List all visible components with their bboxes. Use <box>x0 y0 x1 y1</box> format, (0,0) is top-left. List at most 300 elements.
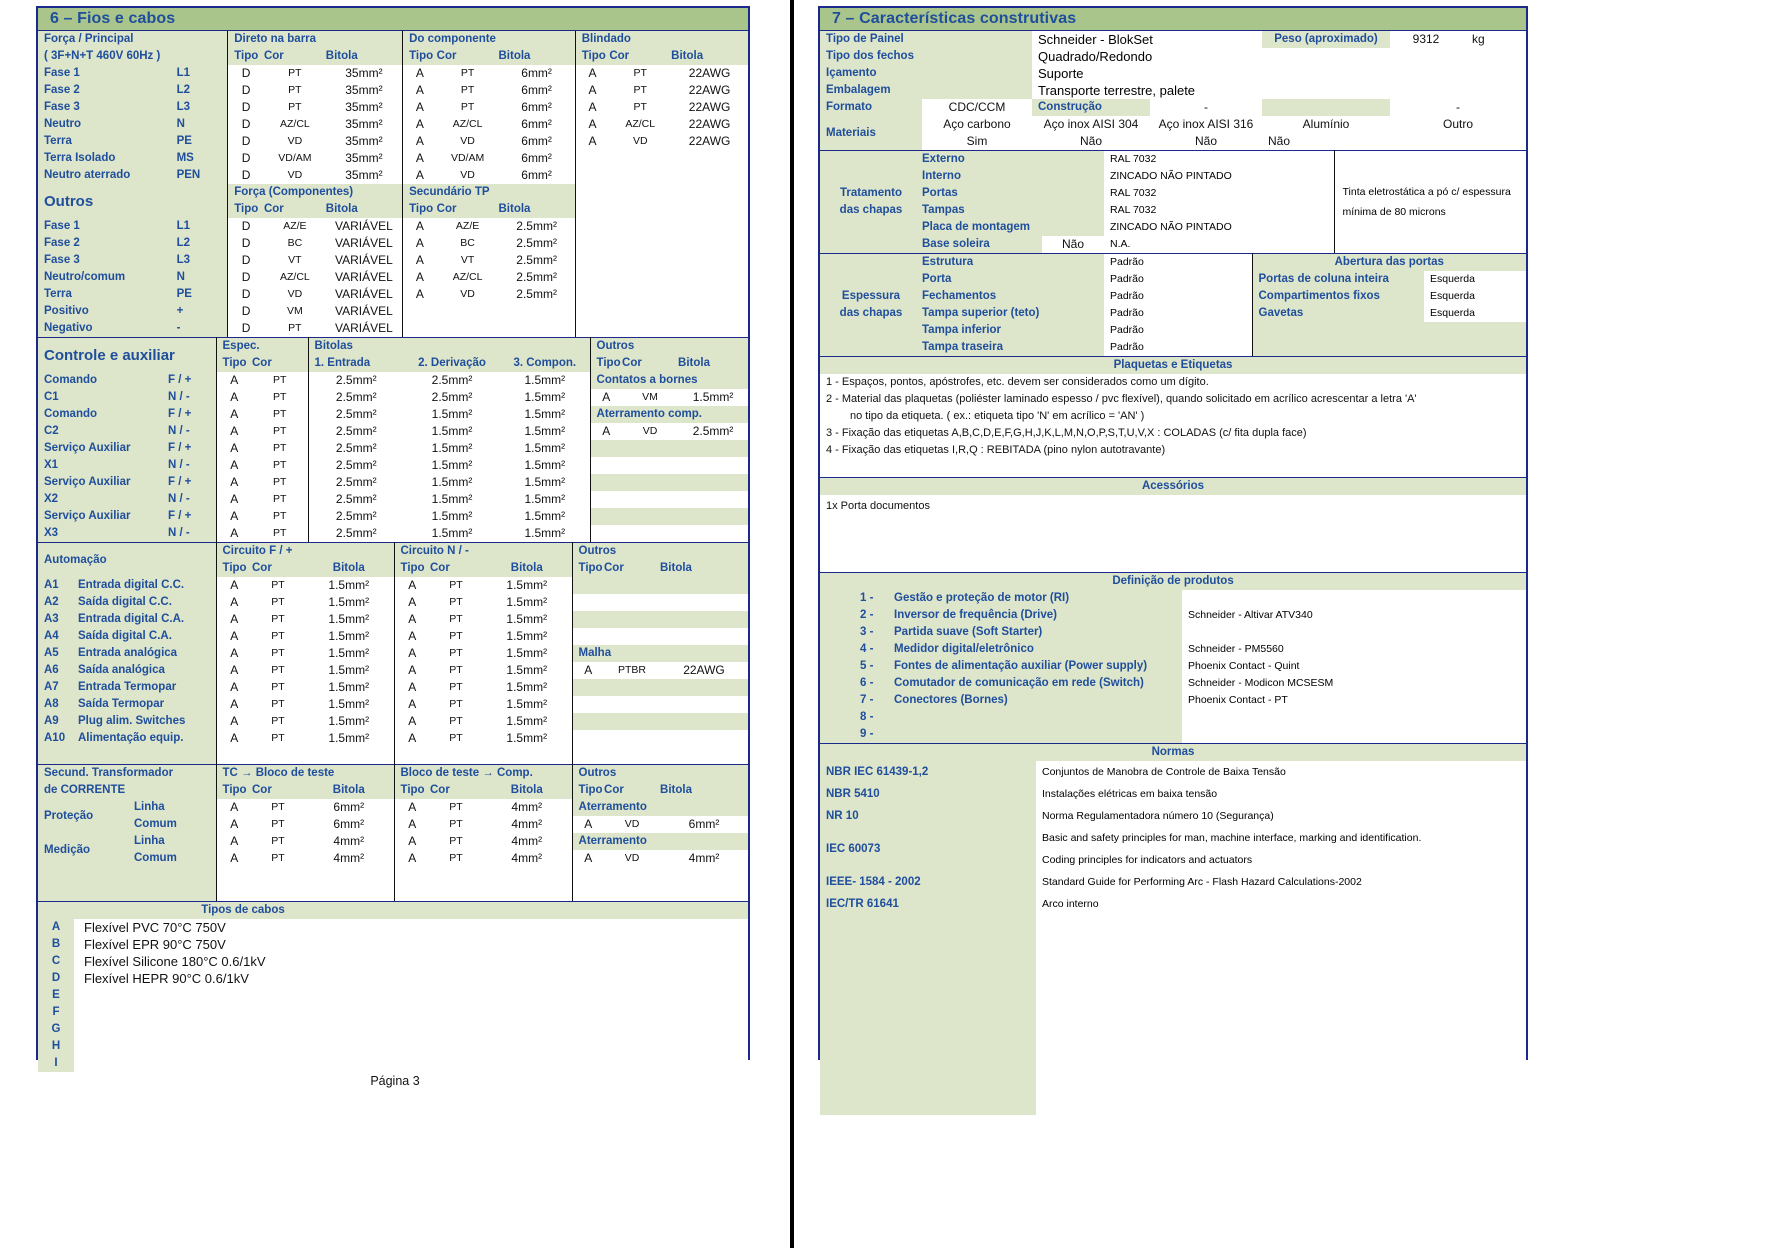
cell-tipo: A <box>216 372 252 389</box>
cell-cor: PT <box>264 99 326 116</box>
row-name: Neutro aterrado <box>38 167 177 184</box>
cell-cor: VD/AM <box>264 150 326 167</box>
cell-tipo: A <box>403 167 437 184</box>
cell-empty <box>590 525 748 542</box>
cell-bitola: VARIÁVEL <box>326 320 403 337</box>
cell-empty <box>820 219 922 236</box>
cell-empty <box>590 491 748 508</box>
row-tag: N <box>177 269 228 286</box>
cell-cor: PT <box>252 679 304 696</box>
group-secundario-tp: Secundário TP <box>403 184 576 201</box>
cell-tipo: D <box>228 150 264 167</box>
controle-group-header-row <box>38 338 748 356</box>
hdr-cor: Cor <box>430 782 482 799</box>
forca-group-header-row <box>38 31 748 48</box>
table-row <box>820 254 1526 272</box>
unit-peso: kg <box>1462 31 1526 48</box>
norma-code: NBR IEC 61439-1,2 <box>820 761 1036 783</box>
cell-compon: 1.5mm² <box>500 457 590 474</box>
cell-bitola: 4mm² <box>482 799 572 816</box>
cell-empty <box>575 269 748 286</box>
controle-auxiliar-table <box>38 337 748 542</box>
row-name: Saída digital C.C. <box>78 594 216 611</box>
row-tag: N / - <box>168 491 216 508</box>
cell-cor: AZ/E <box>264 218 326 235</box>
list-item <box>820 425 1526 442</box>
cell-bitola: 2.5mm² <box>498 235 575 252</box>
table-row <box>820 99 1526 116</box>
norma-desc: Instalações elétricas em baixa tensão <box>1036 783 1526 805</box>
table-row <box>38 662 748 679</box>
cell-cor: PT <box>609 82 671 99</box>
cell-tipo: A <box>575 99 609 116</box>
material-val-0: Sim <box>922 133 1032 150</box>
hdr-derivacao: 2. Derivação <box>404 355 500 372</box>
cell-cor: PT <box>264 320 326 337</box>
cell-cor: VM <box>264 303 326 320</box>
table-row <box>820 827 1526 849</box>
cell-cor: PT <box>430 577 482 594</box>
table-row <box>820 783 1526 805</box>
hdr-tipo-a: Tipo <box>228 48 264 65</box>
cell-empty <box>820 641 860 658</box>
produto-num: 4 - <box>860 641 894 658</box>
hdr-bitola-o: Bitola <box>678 355 748 372</box>
automacao-group-header-row <box>38 543 748 561</box>
table-row <box>38 269 748 286</box>
hdr-bitola: Bitola <box>304 782 394 799</box>
spacer <box>575 201 748 218</box>
cell-cor: PT <box>252 611 304 628</box>
cell-tipo: A <box>216 423 252 440</box>
hdr-bitola: Bitola <box>482 560 572 577</box>
cell-empty <box>820 692 860 709</box>
cell-empty <box>820 726 860 743</box>
list-item <box>38 1038 748 1055</box>
page-3 <box>0 0 790 1248</box>
list-item <box>38 987 748 1004</box>
cable-desc: Flexível HEPR 90°C 0.6/1kV <box>74 970 748 987</box>
hdr-bitola: Bitola <box>482 782 572 799</box>
cell-tipo: A <box>216 799 252 816</box>
table-row <box>820 288 1526 305</box>
produto-name: Fontes de alimentação auxiliar (Power supply) <box>894 658 1182 675</box>
cell-empty <box>394 747 572 764</box>
forca-label-1: Força / Principal <box>38 31 228 48</box>
tratamento-note-cell <box>1334 151 1526 254</box>
abertura-name: Compartimentos fixos <box>1252 288 1424 305</box>
cell-derivacao: 1.5mm² <box>404 423 500 440</box>
plaquetas-title: Plaquetas e Etiquetas <box>820 357 1526 375</box>
spacer <box>177 201 228 218</box>
cable-letter: I <box>38 1055 74 1072</box>
cell-compon: 1.5mm² <box>500 491 590 508</box>
cell-bitola: 4mm² <box>304 833 394 850</box>
row-tag: F / + <box>168 406 216 423</box>
cell-tipo: A <box>216 679 252 696</box>
norma-code: IEEE- 1584 - 2002 <box>820 871 1036 893</box>
row-name: Saída digital C.A. <box>78 628 216 645</box>
cell-tipo: A <box>216 594 252 611</box>
hdr-cor-a: Cor <box>264 48 326 65</box>
cell-empty <box>590 474 748 491</box>
cell-tipo: A <box>216 611 252 628</box>
group-outros: Outros <box>572 765 748 783</box>
row-name: Fase 1 <box>38 218 177 235</box>
hdr-compon: 3. Compon. <box>500 355 590 372</box>
produto-modelo <box>1182 709 1526 726</box>
hdr-tipo: Tipo <box>216 782 252 799</box>
list-item <box>820 391 1526 408</box>
acessorios-title: Acessórios <box>820 478 1526 496</box>
definicao-produtos-table <box>820 572 1526 743</box>
acessorios-table <box>820 477 1526 572</box>
table-row <box>38 372 748 389</box>
cell-empty <box>575 218 748 235</box>
cell-compon: 1.5mm² <box>500 474 590 491</box>
cell-tipo: A <box>216 850 252 867</box>
cell-cor: AZ/E <box>437 218 499 235</box>
espessura-value: Padrão <box>1104 271 1252 288</box>
row-tag: + <box>177 303 228 320</box>
hdr-bitola-a: Bitola <box>326 48 403 65</box>
produto-name: Partida suave (Soft Starter) <box>894 624 1182 641</box>
cell-cor: PT <box>252 423 308 440</box>
cell-tipo: A <box>394 645 430 662</box>
norma-code: IEC 60073 <box>820 827 1036 871</box>
produto-num: 5 - <box>860 658 894 675</box>
cell-bitola: 22AWG <box>671 99 748 116</box>
cell-bitola: 1.5mm² <box>304 730 394 747</box>
cell-tipo: A <box>394 662 430 679</box>
tipos-cabos-title-row <box>38 902 748 920</box>
outros-label: Outros <box>38 184 177 218</box>
cell-cor: PT <box>252 577 304 594</box>
table-row <box>820 322 1526 339</box>
plaquetas-table <box>820 356 1526 477</box>
definicao-title: Definição de produtos <box>820 573 1526 591</box>
produto-num: 6 - <box>860 675 894 692</box>
cable-letter: B <box>38 936 74 953</box>
table-row <box>38 577 748 594</box>
cable-letter: A <box>38 919 74 936</box>
produto-modelo: Schneider - Modicon MCSESM <box>1182 675 1526 692</box>
material-col-4: Outro <box>1390 116 1526 133</box>
hdr-tipo: Tipo <box>216 355 252 372</box>
cell-tipo: A <box>394 696 430 713</box>
row-name: Plug alim. Switches <box>78 713 216 730</box>
cell-empty <box>38 747 216 764</box>
cell-cor: PT <box>252 850 304 867</box>
label-tipo-fechos: Tipo dos fechos <box>820 48 1032 65</box>
cell-tipo: A <box>575 65 609 82</box>
row-tag: MS <box>177 150 228 167</box>
table-row <box>38 679 748 696</box>
tc-group-header-row <box>38 765 748 783</box>
cell-empty <box>609 167 671 184</box>
cell-tipo: D <box>228 320 264 337</box>
cell-empty <box>590 457 748 474</box>
cell-bitola: 1.5mm² <box>304 696 394 713</box>
cell-cor: PT <box>252 816 304 833</box>
label-espessura-1: Espessura <box>820 288 922 305</box>
cell-tipo: A <box>216 628 252 645</box>
row-group-protecao: Proteção <box>38 799 120 833</box>
cell-tipo: A <box>394 730 430 747</box>
hdr-cor-o: Cor <box>622 355 678 372</box>
cell-cor: PT <box>437 65 499 82</box>
row-name: Serviço Auxiliar <box>38 440 168 457</box>
cell-empty <box>216 747 394 764</box>
cell-cor: PT <box>252 491 308 508</box>
cell-bitola: VARIÁVEL <box>326 235 403 252</box>
row-tag: N / - <box>168 525 216 542</box>
cell-empty <box>590 440 748 457</box>
cell-empty <box>575 286 748 303</box>
table-row <box>820 805 1526 827</box>
cell-empty <box>820 658 860 675</box>
cell-tipo: A <box>394 816 430 833</box>
cell-tipo: D <box>228 65 264 82</box>
tc-col-header-row <box>38 782 748 799</box>
cell-derivacao: 1.5mm² <box>404 406 500 423</box>
table-row <box>38 696 748 713</box>
cell-bitola: 6mm² <box>498 82 575 99</box>
cell-empty <box>403 320 437 337</box>
produto-modelo: Phoenix Contact - Quint <box>1182 658 1526 675</box>
table-row <box>820 133 1526 150</box>
list-item <box>38 919 748 936</box>
row-name: X3 <box>38 525 168 542</box>
label-tratamento-2: das chapas <box>820 202 922 219</box>
hdr-bitola: Bitola <box>498 201 575 218</box>
cell-cor: PT <box>430 611 482 628</box>
cell-bitola: 6mm² <box>304 816 394 833</box>
label-peso: Peso (aproximado) <box>1262 31 1390 48</box>
cell-cor: PT <box>430 816 482 833</box>
cell-empty <box>820 254 922 272</box>
table-row <box>820 65 1526 82</box>
table-row <box>820 624 1526 641</box>
espessura-name: Estrutura <box>922 254 1104 272</box>
cell-tipo: A <box>216 696 252 713</box>
cell-entrada: 2.5mm² <box>308 525 404 542</box>
abertura-title: Abertura das portas <box>1252 254 1526 272</box>
cell-tipo: A <box>394 611 430 628</box>
cell-cor: PT <box>252 696 304 713</box>
cell-entrada: 2.5mm² <box>308 491 404 508</box>
cell-cor: VD <box>264 167 326 184</box>
cell-cor: PT <box>430 833 482 850</box>
cable-letter: E <box>38 987 74 1004</box>
cell-tipo: D <box>228 82 264 99</box>
label-embalagem: Embalagem <box>820 82 1032 99</box>
cell-tipo: A <box>216 406 252 423</box>
hdr-entrada: 1. Entrada <box>308 355 404 372</box>
cell-tipo: D <box>228 167 264 184</box>
normas-title-row <box>820 744 1526 762</box>
table-row <box>38 320 748 337</box>
cell-empty <box>820 675 860 692</box>
table-row <box>820 151 1526 169</box>
produto-num: 3 - <box>860 624 894 641</box>
table-row <box>38 65 748 82</box>
cell-bitola: VARIÁVEL <box>326 252 403 269</box>
value-formato: CDC/CCM <box>922 99 1032 116</box>
cell-derivacao: 1.5mm² <box>404 474 500 491</box>
cell-empty <box>575 303 748 320</box>
cell-cor: PT <box>252 440 308 457</box>
cable-letter: D <box>38 970 74 987</box>
cell-bitola: 22AWG <box>671 116 748 133</box>
plaqueta-note: 3 - Fixação das etiquetas A,B,C,D,E,F,G,H,J,K,L,M,N,O,P,S,T,U,V,X : COLADAS (c/ fita dupla face) <box>820 425 1526 442</box>
material-col-1: Aço inox AISI 304 <box>1032 116 1150 133</box>
table-row <box>38 611 748 628</box>
espessura-value: Padrão <box>1104 322 1252 339</box>
cell-tipo: D <box>228 133 264 150</box>
row-id: A1 <box>38 577 78 594</box>
row-tag: N / - <box>168 457 216 474</box>
cell-cor: PT <box>252 713 304 730</box>
cell-tipo: D <box>228 99 264 116</box>
cell-empty <box>572 730 748 747</box>
row-tag: F / + <box>168 440 216 457</box>
cell-cor-o: VD <box>604 816 660 833</box>
cell-bitola: 1.5mm² <box>304 679 394 696</box>
table-row <box>820 692 1526 709</box>
row-name: Fase 2 <box>38 82 177 99</box>
row-id: A5 <box>38 645 78 662</box>
row-name: Fase 3 <box>38 252 177 269</box>
row-tag: PEN <box>177 167 228 184</box>
label-icamento: Içamento <box>820 65 1032 82</box>
hdr-tipo: Tipo <box>572 560 604 577</box>
cell-tipo: A <box>216 457 252 474</box>
cell-cor: PT <box>430 594 482 611</box>
cell-empty <box>572 679 748 696</box>
espessura-chapas-table <box>820 253 1526 356</box>
cell-entrada: 2.5mm² <box>308 474 404 491</box>
cell-bitola: 22AWG <box>671 133 748 150</box>
normas-title: Normas <box>820 744 1526 762</box>
cell-bitola: 1.5mm² <box>304 645 394 662</box>
hdr-tipo: Tipo <box>228 201 264 218</box>
row-name: Fase 2 <box>38 235 177 252</box>
cable-letter: C <box>38 953 74 970</box>
cell-empty <box>1262 99 1390 116</box>
norma-desc: Norma Regulamentadora número 10 (Segurança) <box>1036 805 1526 827</box>
hdr-cor: Cor <box>264 201 326 218</box>
cell-derivacao: 1.5mm² <box>404 525 500 542</box>
row-name: Comando <box>38 372 168 389</box>
cell-empty <box>609 150 671 167</box>
row-name: Neutro <box>38 116 177 133</box>
abertura-value: Esquerda <box>1424 305 1526 322</box>
row-name: Serviço Auxiliar <box>38 508 168 525</box>
cell-empty <box>820 709 860 726</box>
cell-tipo: A <box>403 235 437 252</box>
cell-empty <box>572 696 748 713</box>
produto-modelo: Phoenix Contact - PT <box>1182 692 1526 709</box>
row-tag: L3 <box>177 252 228 269</box>
cell-tipo: A <box>403 99 437 116</box>
cell-empty <box>820 271 922 288</box>
produto-name: Medidor digital/eletrônico <box>894 641 1182 658</box>
spacer <box>177 184 228 201</box>
spacer-row <box>820 517 1526 572</box>
tratamento-name: Placa de montagem <box>922 219 1104 236</box>
controle-label: Controle e auxiliar <box>38 338 216 373</box>
cell-empty <box>575 150 609 167</box>
cable-letter: F <box>38 1004 74 1021</box>
material-col-3: Alumínio <box>1262 116 1390 133</box>
row-name: X1 <box>38 457 168 474</box>
hdr-tipo: Tipo <box>394 782 430 799</box>
row-tag: L2 <box>177 235 228 252</box>
cell-cor: PT <box>252 833 304 850</box>
cell-entrada: 2.5mm² <box>308 457 404 474</box>
tc-label-1: Secund. Transformador <box>38 765 216 783</box>
cell-cor: AZ/CL <box>264 269 326 286</box>
cell-tipo: D <box>228 269 264 286</box>
cell-cor-o: VD <box>604 850 660 867</box>
cell-tipo: A <box>394 833 430 850</box>
list-item <box>38 1055 748 1072</box>
produto-num: 8 - <box>860 709 894 726</box>
table-row <box>38 286 748 303</box>
table-row <box>38 235 748 252</box>
cell-cor: PT <box>430 679 482 696</box>
tratamento-note-1: Tinta eletrostática a pó c/ espessura <box>1342 186 1511 198</box>
cell-empty <box>820 236 922 253</box>
cell-tipo: A <box>394 679 430 696</box>
abertura-value: Esquerda <box>1424 271 1526 288</box>
cell-empty <box>498 320 575 337</box>
cell-empty <box>820 607 860 624</box>
cell-cor: VD <box>437 167 499 184</box>
cell-compon: 1.5mm² <box>500 423 590 440</box>
cell-tipo-o: A <box>572 816 604 833</box>
cable-desc <box>74 987 748 1004</box>
produto-name: Inversor de frequência (Drive) <box>894 607 1182 624</box>
cable-letter: H <box>38 1038 74 1055</box>
material-val-4 <box>1390 133 1526 150</box>
tratamento-name: Portas <box>922 185 1104 202</box>
cell-bitola: 1.5mm² <box>482 662 572 679</box>
cell-tipo: A <box>394 577 430 594</box>
table-row <box>38 833 748 850</box>
cell-empty <box>575 252 748 269</box>
cell-empty <box>572 594 748 611</box>
hdr-cor: Cor <box>437 201 499 218</box>
espessura-name: Fechamentos <box>922 288 1104 305</box>
cell-tipo: A <box>403 65 437 82</box>
cell-bitola: 6mm² <box>498 116 575 133</box>
row-name: Saída analógica <box>78 662 216 679</box>
cell-bitola: 35mm² <box>326 116 403 133</box>
hdr-bitola-b: Bitola <box>498 48 575 65</box>
cell-empty <box>572 577 748 594</box>
cell-bitola: 6mm² <box>498 167 575 184</box>
cell-bitola: 35mm² <box>326 150 403 167</box>
row-name: Entrada digital C.A. <box>78 611 216 628</box>
list-item <box>38 1021 748 1038</box>
tipos-de-cabos-table <box>38 901 748 1072</box>
row-name: Negativo <box>38 320 177 337</box>
produto-num: 1 - <box>860 590 894 607</box>
cell-empty <box>820 915 1036 1115</box>
cell-tipo: A <box>394 628 430 645</box>
